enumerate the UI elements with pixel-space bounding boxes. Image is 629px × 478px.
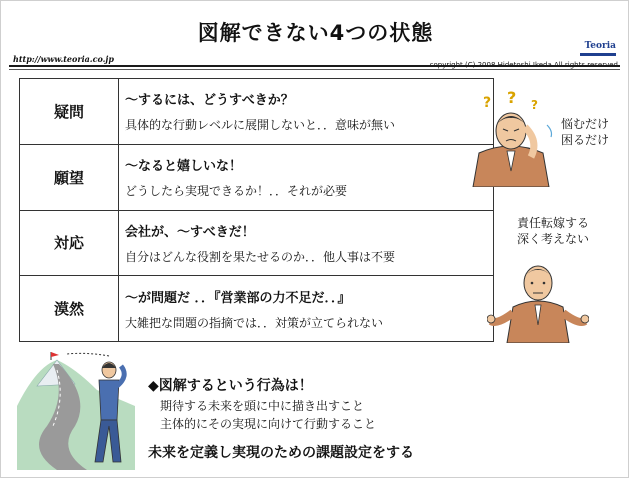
row-answer: 自分はどんな役割を果たせるのか．．他人事は不要: [125, 249, 396, 264]
blame-note-line2: 深く考えない: [517, 232, 590, 246]
page-title: 図解できない4つの状態: [197, 21, 434, 45]
row-body: [119, 210, 494, 276]
row-body: [119, 144, 494, 210]
logo-bar: [580, 53, 616, 56]
bottom-line-2: 主体的にその実現に向けて行動すること: [160, 417, 377, 431]
header-rule: [9, 65, 620, 67]
bottom-heading: ◆図解するという行為は！: [148, 378, 313, 394]
row-answer: どうしたら実現できるか！．．それが必要: [125, 184, 348, 199]
row-question: ～が問題だ ．．『営業部の力不足だ．．』: [125, 290, 351, 306]
bottom-conclusion: 未来を定義し実現のための課題設定をする: [148, 445, 414, 461]
row-label: 疑問: [20, 79, 119, 145]
row-label: 対応: [20, 210, 119, 276]
row-question: ～するには、どうすべきか？: [125, 93, 294, 109]
svg-text:?: ?: [507, 91, 517, 107]
blame-note: [517, 215, 589, 247]
table-row: [20, 144, 494, 210]
worried-note-line1: 悩むだけ: [561, 117, 610, 131]
worried-man-illustration: [467, 91, 559, 187]
logo-text: Teoria: [584, 41, 616, 51]
blame-note-line1: 責任転嫁する: [517, 216, 590, 230]
svg-text:?: ?: [483, 95, 492, 111]
header-rule-thin: [9, 69, 620, 70]
table-row: [20, 210, 494, 276]
row-answer: 具体的な行動レベルに展開しないと．．意味が無い: [125, 118, 396, 133]
row-answer: 大雑把な問題の指摘では．．対策が立てられない: [125, 315, 384, 330]
shrugging-man-illustration: [487, 255, 589, 343]
table-row: [20, 276, 494, 342]
row-question: ～なると嬉しいな！: [125, 159, 243, 175]
bottom-line-1: 期待する未来を頭に中に描き出すこと: [160, 399, 365, 413]
row-label: 漠然: [20, 276, 119, 342]
worried-note-line2: 困るだけ: [561, 133, 610, 147]
row-question: 会社が、～すべきだ！: [125, 224, 255, 240]
row-label: 願望: [20, 144, 119, 210]
site-url: http://www.teoria.co.jp: [13, 54, 114, 64]
states-table: [19, 78, 494, 342]
worried-note: [561, 116, 609, 148]
row-body: [119, 79, 494, 145]
row-body: [119, 276, 494, 342]
svg-text:?: ?: [531, 98, 538, 112]
hiker-road-illustration: [17, 346, 135, 470]
teoria-logo: [580, 41, 616, 57]
table-row: [20, 79, 494, 145]
